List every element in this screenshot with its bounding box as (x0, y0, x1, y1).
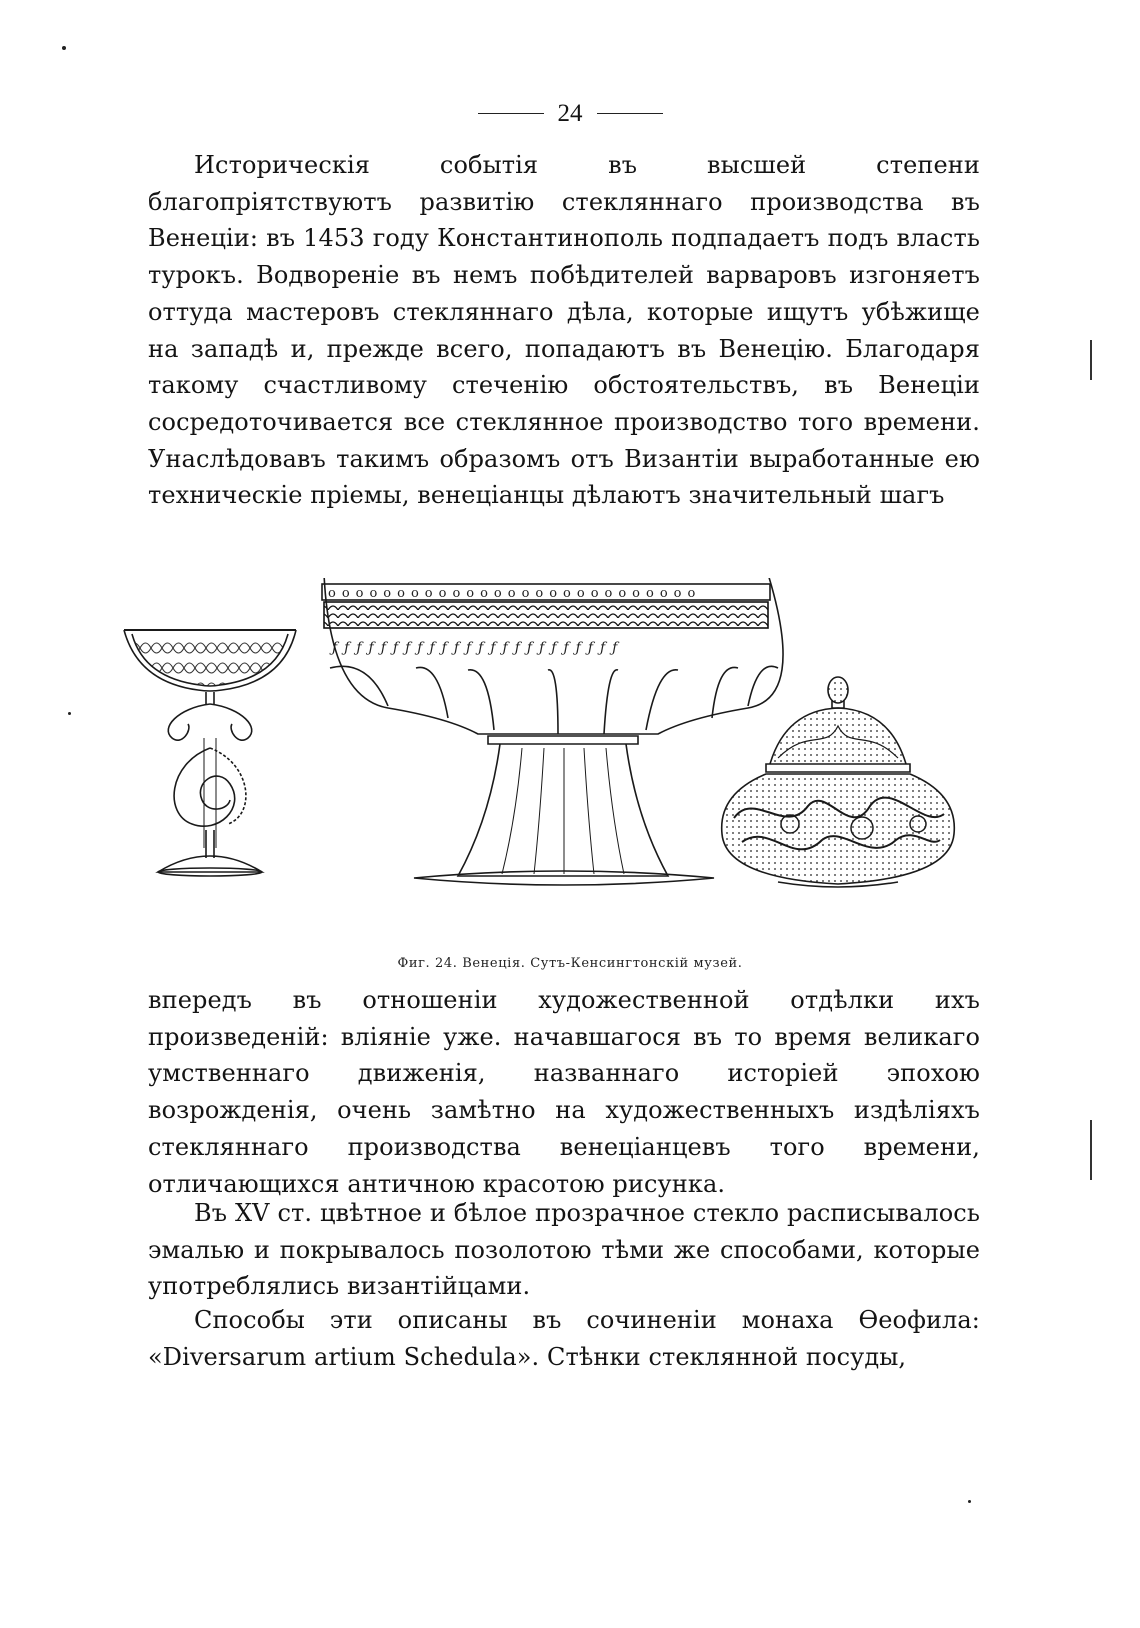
right-dash (597, 113, 663, 114)
figure-24 (118, 578, 1018, 923)
lidded-jar-icon (722, 677, 955, 887)
edge-mark (1090, 340, 1092, 380)
goblet-icon (124, 630, 296, 876)
paragraph-fifteenth-century: Въ XV ст. цвѣтное и бѣлое прозрачное стекло расписывалось эмалью и покрывалось позолотою тѣми же способами, которые употреблялись византійцами. (148, 1199, 980, 1301)
scan-speck (68, 712, 71, 715)
scan-speck (62, 46, 66, 50)
paragraph-top: Историческія событія въ высшей степени благопріятствуютъ развитію стекляннаго производства въ Венеціи: въ 1453 году Константинополь подпадаетъ подъ власть турокъ. Водвореніе въ немъ побѣдителей варваровъ изгоняетъ оттуда мастеровъ стекляннаго дѣла, которые ищутъ убѣжище на западѣ и, прежде всего, попадаютъ въ Венецію. Благодаря такому счастливому стеченію обстоятельствъ, въ Венеціи сосредоточивается все стеклянное производство того времени. Унаслѣдовавъ такимъ образомъ отъ Византіи выработанные ею техническіе пріемы, венеціанцы дѣлаютъ значительный шагъ (148, 151, 980, 510)
left-dash (478, 113, 544, 114)
scan-speck (968, 1500, 971, 1503)
paragraph-continued: впередъ въ отношеніи художественной отдѣлки ихъ произведеній: вліяніе уже. начавшагося въ то время великаго умственнаго движенія, названнаго исторіей эпохою возрожденія, очень замѣтно на художественныхъ издѣліяхъ стекляннаго производства венеціанцевъ того времени, отличающихся античною красотою рисунка. (148, 986, 980, 1198)
svg-text:ƒƒƒƒƒƒƒƒƒƒƒƒƒƒƒƒƒƒƒƒƒƒƒƒ: ƒƒƒƒƒƒƒƒƒƒƒƒƒƒƒƒƒƒƒƒƒƒƒƒ (332, 640, 625, 656)
figure-caption: Фиг. 24. Венеція. Сутъ-Кенсингтонскій музей. (397, 956, 743, 971)
edge-mark (1090, 1120, 1092, 1180)
paragraph-theophilus: Способы эти описаны въ сочиненіи монаха Ѳеофила: «Diversarum artium Schedula». Стѣнки стеклянной посуды, (148, 1306, 980, 1371)
svg-text:ooooooooooooooooooooooooooo: ooooooooooooooooooooooooooo (328, 586, 702, 601)
page-number: 24 (0, 100, 1140, 128)
